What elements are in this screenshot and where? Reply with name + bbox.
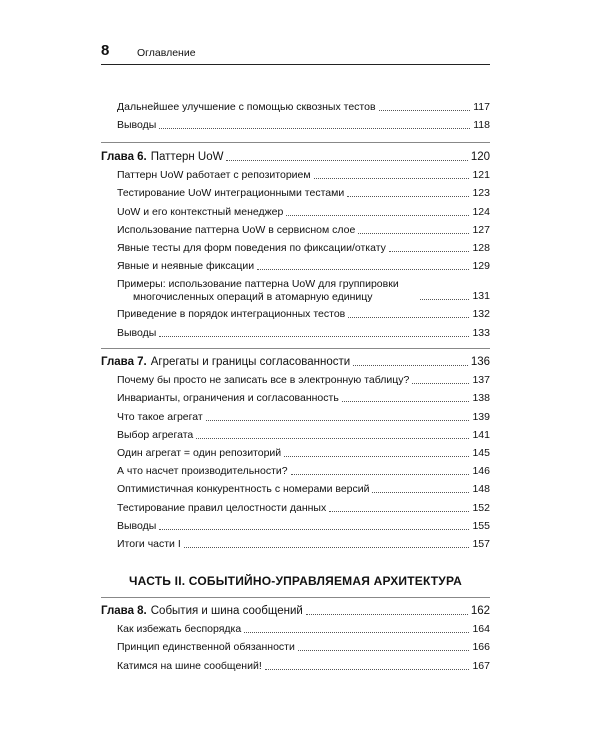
toc-entry[interactable]: Как избежать беспорядка 164 [117, 623, 490, 636]
toc-entry[interactable]: Паттерн UoW работает с репозиторием 121 [117, 169, 490, 182]
toc-chapter-8 [101, 599, 490, 673]
toc-entry[interactable]: Явные тесты для форм поведения по фиксации/откату 128 [117, 241, 490, 254]
page-header [101, 42, 490, 65]
toc-entry[interactable]: Дальнейшее улучшение с помощью сквозных тестов 117 [117, 101, 490, 114]
toc-chapter-7 [101, 350, 490, 551]
toc-entry[interactable]: Что такое агрегат 139 [117, 410, 490, 423]
chapter-heading[interactable]: Глава 6. Паттерн UoW 120 [101, 151, 490, 163]
part-title: ЧАСТЬ II. СОБЫТИЙНО-УПРАВЛЯЕМАЯ АРХИТЕКТУРА [129, 574, 462, 588]
toc-entry[interactable]: Явные и неявные фиксации 129 [117, 260, 490, 273]
toc-entry[interactable]: Использование паттерна UoW в сервисном слое 127 [117, 223, 490, 236]
toc-entry[interactable]: Катимся на шине сообщений! 167 [117, 659, 490, 672]
toc-entry[interactable]: UoW и его контекстный менеджер 124 [117, 205, 490, 218]
toc-entry-multiline[interactable]: Примеры: использование паттерна UoW для группировки многочисленных операций в атомарную единицу 131 [117, 278, 490, 303]
toc-chapter-6 [101, 145, 490, 340]
toc-group-ch5-tail [101, 96, 490, 132]
toc-entry[interactable]: Почему бы просто не записать все в электронную таблицу? 137 [117, 374, 490, 387]
toc-entry[interactable]: Принцип единственной обязанности 166 [117, 641, 490, 654]
separator [101, 597, 490, 598]
toc-entry[interactable]: Оптимистичная конкурентность с номерами версий 148 [117, 483, 490, 496]
toc-entry[interactable]: Выводы 155 [117, 519, 490, 532]
toc-entry[interactable]: Инварианты, ограничения и согласованность 138 [117, 392, 490, 405]
toc-entry[interactable]: Итоги части I 157 [117, 537, 490, 550]
toc-entry[interactable]: Тестирование UoW интеграционными тестами 123 [117, 187, 490, 200]
separator [101, 348, 490, 349]
toc-entry[interactable]: А что насчет производительности? 146 [117, 465, 490, 478]
toc-entry[interactable]: Выводы 133 [117, 326, 490, 339]
toc-entry[interactable]: Выводы 118 [117, 119, 490, 132]
toc-entry[interactable]: Тестирование правил целостности данных 152 [117, 501, 490, 514]
separator [101, 142, 490, 143]
chapter-heading[interactable]: Глава 8. События и шина сообщений 162 [101, 605, 490, 617]
toc-entry[interactable]: Один агрегат = один репозиторий 145 [117, 446, 490, 459]
toc-entry[interactable]: Выбор агрегата 141 [117, 428, 490, 441]
chapter-heading[interactable]: Глава 7. Агрегаты и границы согласованности 136 [101, 356, 490, 368]
toc-entry[interactable]: Приведение в порядок интеграционных тестов 132 [117, 308, 490, 321]
running-head: Оглавление [137, 47, 196, 59]
page-number: 8 [101, 42, 110, 59]
